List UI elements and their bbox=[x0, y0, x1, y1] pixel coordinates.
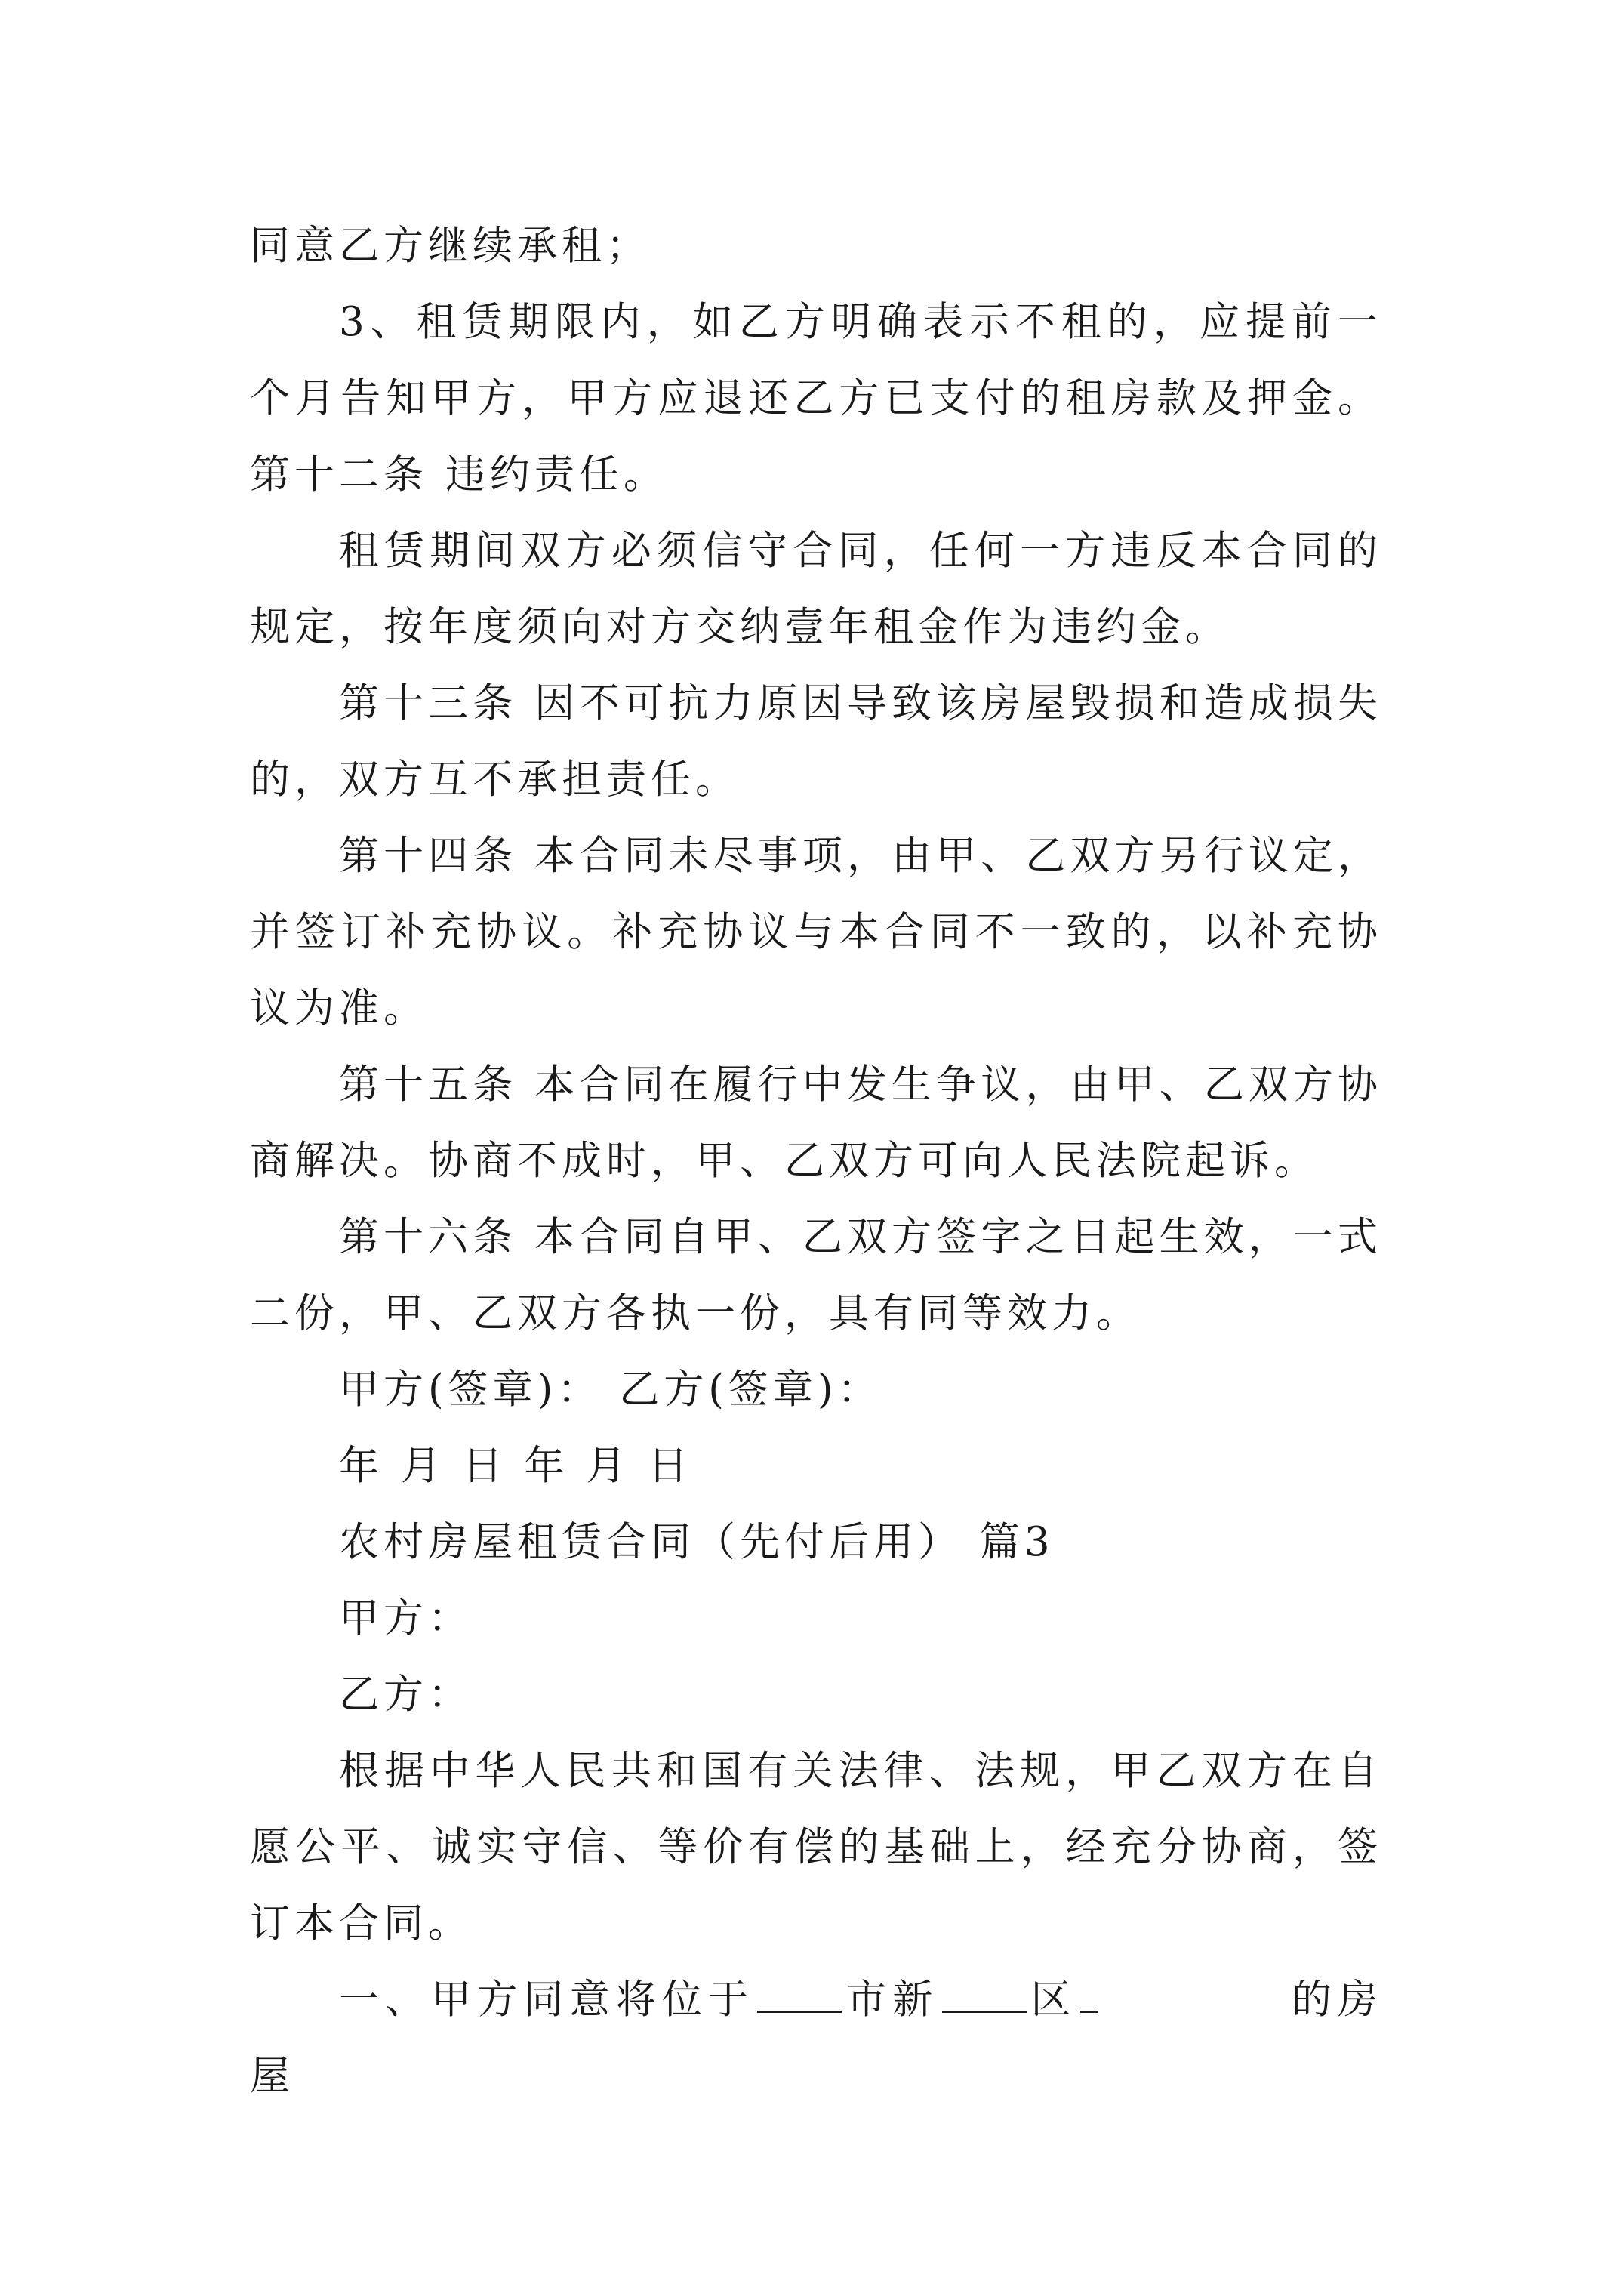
clause-1-prefix: 一、甲方同意将位于 bbox=[339, 1977, 755, 2023]
article-13: 第十三条 因不可抗力原因导致该房屋毁损和造成损失的，双方互不承担责任。 bbox=[250, 680, 1382, 803]
date-line: 年 月 日 年 月 日 bbox=[339, 1443, 693, 1489]
paragraph-breach-penalty: 租赁期间双方必须信守合同，任何一方违反本合同的规定，按年度须向对方交纳壹年租金作为违约金。 bbox=[250, 528, 1382, 650]
party-a-label: 甲方： bbox=[339, 1595, 473, 1641]
clause-1-location bbox=[250, 1962, 1382, 2114]
article-15: 第十五条 本合同在履行中发生争议，由甲、乙双方协商解决。协商不成时，甲、乙双方可向人民法院起诉。 bbox=[250, 1062, 1382, 1184]
paragraph-early-termination: 3、租赁期限内，如乙方明确表示不租的，应提前一个月告知甲方，甲方应退还乙方已支付的租房款及押金。 第十二条 违约责任。 bbox=[250, 299, 1382, 498]
contract-text bbox=[250, 208, 1382, 2114]
signature-line: 甲方(签章)： 乙方(签章)： bbox=[339, 1367, 882, 1413]
party-b-label: 乙方： bbox=[339, 1672, 473, 1718]
clause-1-suffix: 的房屋 bbox=[250, 1977, 1382, 2099]
clause-1-city: 市新 bbox=[845, 1977, 939, 2023]
paragraph-continued-lease: 同意乙方继续承租； bbox=[250, 223, 651, 269]
section-title: 农村房屋租赁合同（先付后用） 篇3 bbox=[339, 1519, 1055, 1565]
clause-1-district: 区 bbox=[1029, 1977, 1077, 2023]
preamble: 根据中华人民共和国有关法律、法规，甲乙双方在自愿公平、诚实守信、等价有偿的基础上，经充分协商，签订本合同。 bbox=[250, 1748, 1382, 1946]
district-blank bbox=[942, 1967, 1027, 2013]
address-blank bbox=[1080, 1967, 1098, 2013]
city-blank bbox=[757, 1967, 842, 2013]
article-14: 第十四条 本合同未尽事项，由甲、乙双方另行议定，并签订补充协议。补充协议与本合同不一致的，以补充协议为准。 bbox=[250, 833, 1382, 1031]
article-16: 第十六条 本合同自甲、乙双方签字之日起生效，一式二份，甲、乙双方各执一份，具有同等效力。 bbox=[250, 1214, 1382, 1336]
